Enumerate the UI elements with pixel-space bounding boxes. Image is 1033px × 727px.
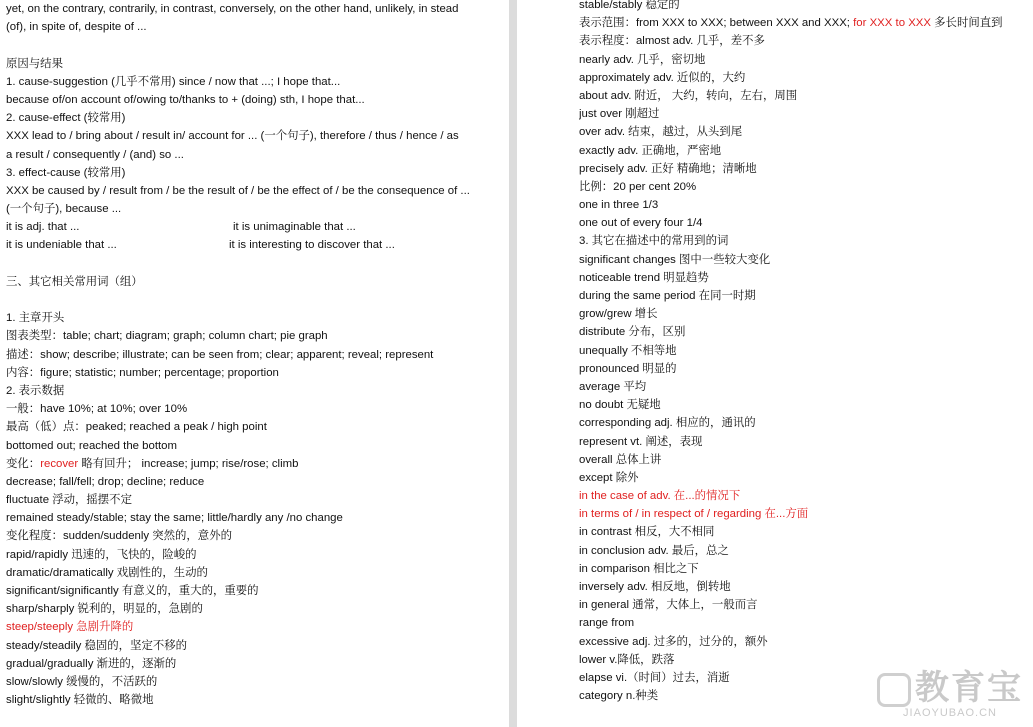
text-line: in conclusion adv. 最后，总之 [579,544,729,557]
text-line: excessive adj. 过多的，过分的，额外 [579,635,768,648]
text-fragment: 略有回升； increase; jump; rise/rose; climb [78,457,299,470]
text-fragment: 多长时间直到 [931,17,1003,30]
text-line: fluctuate 浮动，摇摆不定 [6,494,132,507]
text-line: over adv. 结束，越过，从头到尾 [579,126,743,139]
text-line: slow/slowly 缓慢的，不活跃的 [6,675,158,688]
text-line: dramatic/dramatically 戏剧性的，生动的 [6,566,208,579]
text-line: inversely adv. 相反地，倒转地 [579,581,731,593]
text-line: one out of every four 1/4 [579,217,703,230]
text-line: lower v.降低，跌落 [579,653,675,666]
text-fragment: it is interesting to discover that ... [229,239,395,252]
highlighted-term: recover [40,457,79,470]
subsection-heading: 3. 其它在描述中的常用到的词 [579,235,729,248]
text-line: about adv. 附近， 大约，转向，左右，周围 [579,89,798,102]
text-line: range from [579,617,635,630]
text-line: remained steady/stable; stay the same; little/hardly any /no change [6,512,343,525]
text-line: 内容：figure; statistic; number; percentage; proportion [6,366,279,379]
text-line: 一般：have 10%; at 10%; over 10% [6,403,188,416]
text-line: rapid/rapidly 迅速的，飞快的，险峻的 [6,548,197,561]
text-line: except 除外 [579,471,639,484]
text-line: noticeable trend 明显趋势 [579,271,709,284]
text-line: no doubt 无疑地 [579,399,661,412]
text-line: because of/on account of/owing to/thanks to + (doing) sth, I hope that... [6,93,365,106]
text-line: steady/steadily 稳固的，坚定不移的 [6,639,188,652]
text-line: overall 总体上讲 [579,453,662,466]
text-line: (of), in spite of, despite of ... [6,21,147,34]
text-fragment: 变化： [6,457,41,470]
text-fragment: it is unimaginable that ... [233,221,356,234]
watermark-cn-text: 教育宝 [915,668,1023,707]
section-heading: 原因与结果 [6,57,63,70]
text-line: average 平均 [579,380,647,393]
text-line: slight/slightly 轻微的、略微地 [6,694,154,707]
text-line: elapse vi.（时间）过去，消逝 [579,671,730,684]
text-line: 表示程度：almost adv. 几乎，差不多 [579,35,765,48]
text-line [6,455,503,473]
subsection-heading: 1. 主章开头 [6,312,65,325]
subsection-heading: 2. 表示数据 [6,384,65,397]
text-line: distribute 分布，区别 [579,326,686,339]
text-line: pronounced 明显的 [579,362,677,375]
text-line: significant changes 图中一些较大变化 [579,253,771,266]
text-line: decrease; fall/fell; drop; decline; reduce [6,475,205,488]
highlighted-line: in the case of adv. 在...的情况下 [579,490,741,503]
right-document-page [517,0,1033,727]
left-document-page [0,0,509,727]
text-fragment: it is undeniable that ... [6,239,117,252]
text-line: significant/significantly 有意义的，重大的，重要的 [6,585,259,597]
text-line: a result / consequently / (and) so ... [6,148,184,161]
text-line: category n.种类 [579,690,659,703]
text-line: in contrast 相反，大不相同 [579,526,715,539]
text-line: XXX lead to / bring about / result in/ account for ... (一个句子), therefore / thus / hence / as [6,130,459,143]
text-line: unequally 不相等地 [579,344,677,357]
text-line: 图表类型：table; chart; diagram; graph; column chart; pie graph [6,330,328,343]
text-line: nearly adv. 几乎，密切地 [579,53,706,66]
highlighted-line: steep/steeply 急剧升降的 [6,621,134,634]
text-line: in general 通常，大体上，一般而言 [579,599,758,612]
text-line: stable/stably 稳定的 [579,0,680,11]
text-line: yet, on the contrary, contrarily, in contrast, conversely, on the other hand, unlikely, in stead [6,3,459,15]
text-line: 1. cause-suggestion (几乎不常用) since / now that ...; I hope that... [6,75,341,88]
text-line: XXX be caused by / result from / be the result of / be the effect of / be the consequence of ... [6,184,470,197]
text-line: precisely adv. 正好 精确地；清晰地 [579,162,757,175]
watermark-en-text: JIAOYUBAO.CN [903,707,997,719]
text-line: during the same period 在同一时期 [579,290,756,302]
text-line: bottomed out; reached the bottom [6,439,177,452]
text-line: 变化程度：sudden/suddenly 突然的，意外的 [6,530,232,543]
text-fragment: it is adj. that ... [6,221,80,234]
two-column-line [6,236,503,254]
text-line: 3. effect-cause (较常用) [6,166,126,179]
text-line: (一个句子), because ... [6,203,122,216]
text-line: 描述：show; describe; illustrate; can be seen from; clear; apparent; reveal; represent [6,348,434,361]
text-line [579,14,1033,32]
text-line: approximately adv. 近似的，大约 [579,71,746,84]
text-line: corresponding adj. 相应的，通讯的 [579,417,756,430]
text-line: one in three 1/3 [579,199,659,212]
text-line: 2. cause-effect (较常用) [6,112,126,125]
text-line: 比例：20 per cent 20% [579,180,697,193]
text-fragment: 表示范围：from XXX to XXX; between XXX and XXX; [579,17,854,30]
two-column-line [6,218,503,236]
text-line: in comparison 相比之下 [579,562,699,575]
text-line: grow/grew 增长 [579,308,658,321]
highlighted-term: for XXX to XXX [853,17,931,30]
text-line: exactly adv. 正确地，严密地 [579,144,722,157]
text-line: just over 刚超过 [579,108,660,121]
text-line: represent vt. 阐述，表现 [579,435,703,448]
text-line: gradual/gradually 渐进的，逐渐的 [6,657,177,670]
text-line: 最高（低）点：peaked; reached a peak / high point [6,421,267,434]
section-heading: 三、其它相关常用词（组） [6,275,143,288]
highlighted-line: in terms of / in respect of / regarding 在...方面 [579,508,809,521]
text-line: sharp/sharply 锐利的，明显的，急剧的 [6,603,203,616]
